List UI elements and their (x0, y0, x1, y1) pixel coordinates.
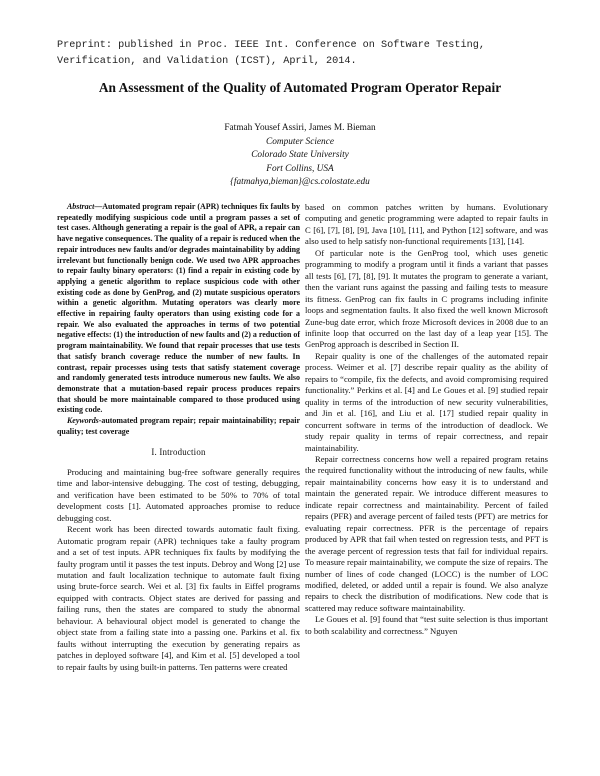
keywords (57, 416, 300, 437)
abstract (57, 202, 300, 416)
paper-title: An Assessment of the Quality of Automated Program Operator Repair (98, 80, 502, 95)
body-paragraph: Repair quality is one of the challenges of the automated repair process. Weimer et al. [7] describe repair quality as the ability of repairs to “compile, fix the defects, and avoid compromising required functionality.” Perkins et al. [4] and Le Goues et al. [9] studied repair quality in terms of the introduction of new security vulnerabilities, and Jin et al. [16], and Liu et al. [17] studied repair quality in concurrent software in terms of the introduction of deadlock. We study repair quality in terms of repair correctness, and repair maintainability. (305, 350, 548, 453)
author-department: Computer Science (266, 136, 334, 147)
abstract-label: Abstract (67, 202, 95, 211)
author-city: Fort Collins, USA (266, 163, 334, 174)
section-heading-introduction: I. Introduction (151, 447, 206, 458)
preprint-notice (57, 38, 547, 70)
keywords-label: Keywords (67, 416, 99, 426)
left-column (57, 202, 300, 673)
body-paragraph: Recent work has been directed towards automatic fault fixing. Automatic program repair (APR) techniques take a faulty program and a set of test inputs. APR techniques fix faults by modifying the faulty program until it passes the test inputs. Debroy and Wong [2] use mutation and fault localization technique to automate fault fixing using brute-force search. Wei et al. [3] fix faults in Eiffel programs equipped with contracts. Object states are derived for passing and failing runs, then the states are compared to study the abnormal behaviour. A behavioural object model is generated to change the object state from a failing state into a passing one. Parkins et al. fix faults without interrupting the execution by generating repairs as patches in deployed software [4], and Kim et al. [5] developed a tool to repair faults by using built-in patterns. Ten patterns were created (57, 524, 300, 672)
right-column (305, 202, 548, 637)
body-paragraph: Of particular note is the GenProg tool, which uses genetic programming to modify a program until it finds a variant that passes all tests [6], [7], [8], [9]. It mutates the program to generate a variant, then the variant runs against the passing and failing tests to measure its fitness. GenProg can fix faults in C programs including infinite loops and segmentation faults. It also fixed the well known Microsoft Zune-bug date error, which froze Microsoft devices in 2008 due to an infinite loop that occurred on the last day of a leap year [15]. The GenProg approach is described in Section II. (305, 247, 548, 350)
body-paragraph: based on common patches written by humans. Evolutionary computing and genetic programming were adapted to repair faults in C [6], [7], [8], [9], Java [10], [11], and Python [12] software, and was also used to help satisfy non-functional requirements [13], [14]. (305, 202, 548, 247)
preprint-line-1: Preprint: published in Proc. IEEE Int. Conference on Software Testing, (57, 40, 485, 51)
preprint-line-2: Verification, and Validation (ICST), April, 2014. (57, 56, 357, 67)
author-email: {fatmahya,bieman}@cs.colostate.edu (230, 177, 370, 188)
author-block (100, 122, 500, 190)
body-paragraph: Repair correctness concerns how well a repaired program retains the required functionality without the introducing of new faults, while repair maintainability concerns how easy it is to understand and maintain the generated repair. We introduce different measures to indicate repair correctness and maintainability. Percent of failed repairs (PFR) and average percent of failed tests (PFT) are metrics for evaluating repair correctness. PFR is the percentage of repairs produced by APR that fail when tested on regression tests, and PFT is the average percent of regression tests that fail for individual repairs. To measure repair maintainability, we compute the size of repairs. The number of lines of code changed (LOCC) is the number of LOC modified, deleted, or added until a repair is found. We also analyze repairs to check the distribution of modifications. New code that is scattered may reduce software maintainability. (305, 453, 548, 613)
keywords-text: -automated program repair; repair maintainability; repair quality; test coverage (57, 416, 300, 436)
body-paragraph: Producing and maintaining bug-free software generally requires time and labor-intensive debugging. The cost of testing, debugging, and verification have been estimated to be 50% to 70% of total development costs [1]. Automated approaches promise to reduce debugging cost. (57, 466, 300, 523)
author-university: Colorado State University (251, 150, 349, 161)
body-paragraph: Le Goues et al. [9] found that “test suite selection is thus important to both scalability and correctness.” Nguyen (305, 614, 548, 636)
author-names: Fatmah Yousef Assiri, James M. Bieman (224, 123, 376, 133)
abstract-text: —Automated program repair (APR) techniques fix faults by repeatedly modifying suspicious code until a program passes a set of test cases. Although generating a repair is the goal of APR, a repair can have negative consequences. The quality of a repair is reduced when the repair introduces new faults and/or degrades maintainability by adding irrelevant but functionally benign code. We used two APR approaches to repair faulty binary operators: (1) find a repair in existing code by applying a genetic algorithm to replace suspicious code with other existing code as done by GenProg, and (2) mutate suspicious operators within a genetic algorithm. Mutating operators was clearly more effective in repairing faulty operators than using existing code for a repair. We also evaluated the approaches in terms of two potential negative effects: (1) the introduction of new faults and (2) a reduction of program maintainability. We found that repair processes that use tests that satisfy branch coverage reduce the number of new faults. In contrast, repair processes using tests that satisfy statement coverage and randomly generated tests introduce numerous new faults. We also demonstrate that a mutation-based repair process produces repairs that should be more maintainable compared to those produced using existing code. (57, 202, 300, 415)
